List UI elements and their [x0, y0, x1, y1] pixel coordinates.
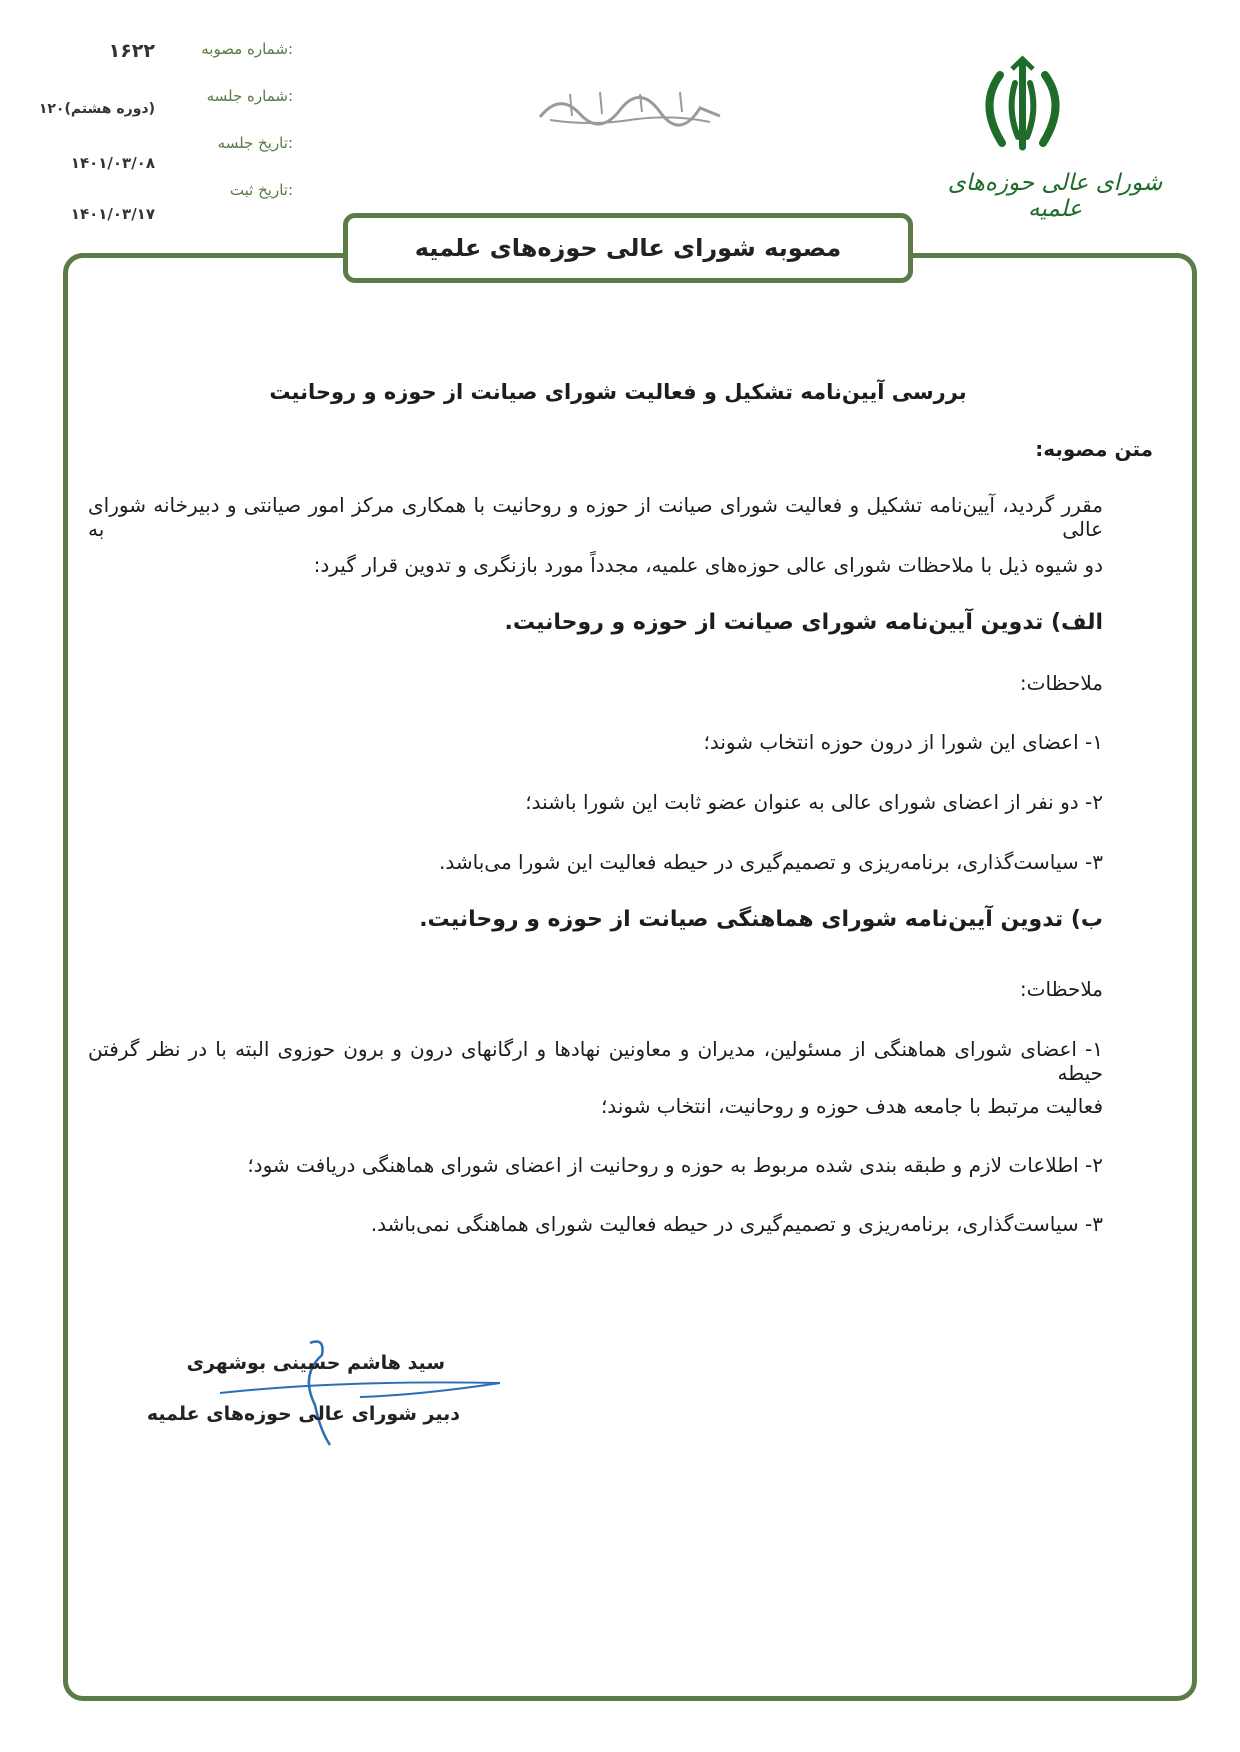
- signer-name: سید هاشم حسینی بوشهری: [186, 1352, 445, 1374]
- intro-line-2: دو شیوه ذیل با ملاحظات شورای عالی حوزه‌های علمیه، مجدداً مورد بازنگری و تدوین قرار گیرد:: [313, 553, 1103, 577]
- subject-title: بررسی آیین‌نامه تشکیل و فعالیت شورای صیانت از حوزه و روحانیت: [269, 380, 967, 404]
- basmala-calligraphy: [530, 82, 730, 132]
- iran-emblem-icon: [960, 55, 1085, 159]
- registration-date: ۱۴۰۱/۰۳/۱۷: [70, 205, 155, 223]
- session-date: ۱۴۰۱/۰۳/۰۸: [70, 154, 155, 172]
- signer-title: دبیر شورای عالی حوزه‌های علمیه: [146, 1403, 460, 1425]
- section-b-item-3: ۳- سیاست‌گذاری، برنامه‌ریزی و تصمیم‌گیری در حیطه فعالیت شورای هماهنگی نمی‌باشد.: [370, 1212, 1103, 1236]
- header-title: مصوبه شورای عالی حوزه‌های علمیه: [414, 234, 842, 262]
- session-date-label: تاریخ جلسه:: [217, 134, 293, 152]
- text-label: متن مصوبه:: [1035, 437, 1153, 461]
- section-a-item-1: ۱- اعضای این شورا از درون حوزه انتخاب شوند؛: [703, 730, 1103, 754]
- section-b-title: ب) تدوین آیین‌نامه شورای هماهنگی صیانت از حوزه و روحانیت.: [419, 907, 1103, 932]
- session-number: ۱۲۰(دوره هشتم): [38, 101, 155, 117]
- approval-number: ۱۶۲۲: [108, 40, 155, 62]
- section-a-notes-label: ملاحظات:: [1019, 671, 1103, 695]
- section-b-item-1-line-1: ۱- اعضای شورای هماهنگی از مسئولین، مدیران و معاونین نهادها و ارگانهای درون و برون حوزوی البته با در نظر گرفتن حیطه: [88, 1037, 1103, 1085]
- section-a-item-3: ۳- سیاست‌گذاری، برنامه‌ریزی و تصمیم‌گیری در حیطه فعالیت این شورا می‌باشد.: [439, 850, 1103, 874]
- logo-text: شورای عالی حوزه‌های علمیه: [947, 170, 1163, 222]
- header-box: [343, 213, 913, 283]
- section-b-notes-label: ملاحظات:: [1019, 977, 1103, 1001]
- section-a-item-2: ۲- دو نفر از اعضای شورای عالی به عنوان عضو ثابت این شورا باشند؛: [525, 790, 1103, 814]
- section-b-item-1-line-2: فعالیت مرتبط با جامعه هدف حوزه و روحانیت، انتخاب شوند؛: [600, 1094, 1103, 1118]
- section-b-item-2: ۲- اطلاعات لازم و طبقه بندی شده مربوط به حوزه و روحانیت از اعضای شورای هماهنگی دریافت شود؛: [247, 1153, 1103, 1177]
- section-a-title: الف) تدوین آیین‌نامه شورای صیانت از حوزه و روحانیت.: [504, 610, 1103, 635]
- intro-line-1: مقرر گردید، آیین‌نامه تشکیل و فعالیت شورای صیانت از حوزه و روحانیت با همکاری مرکز امور صیانتی و دبیرخانه شورای عالی به: [88, 493, 1103, 541]
- session-number-label: شماره جلسه:: [206, 87, 293, 105]
- signature-block: [146, 1335, 520, 1455]
- registration-date-label: تاریخ ثبت:: [229, 181, 293, 199]
- approval-number-label: شماره مصوبه:: [201, 40, 293, 58]
